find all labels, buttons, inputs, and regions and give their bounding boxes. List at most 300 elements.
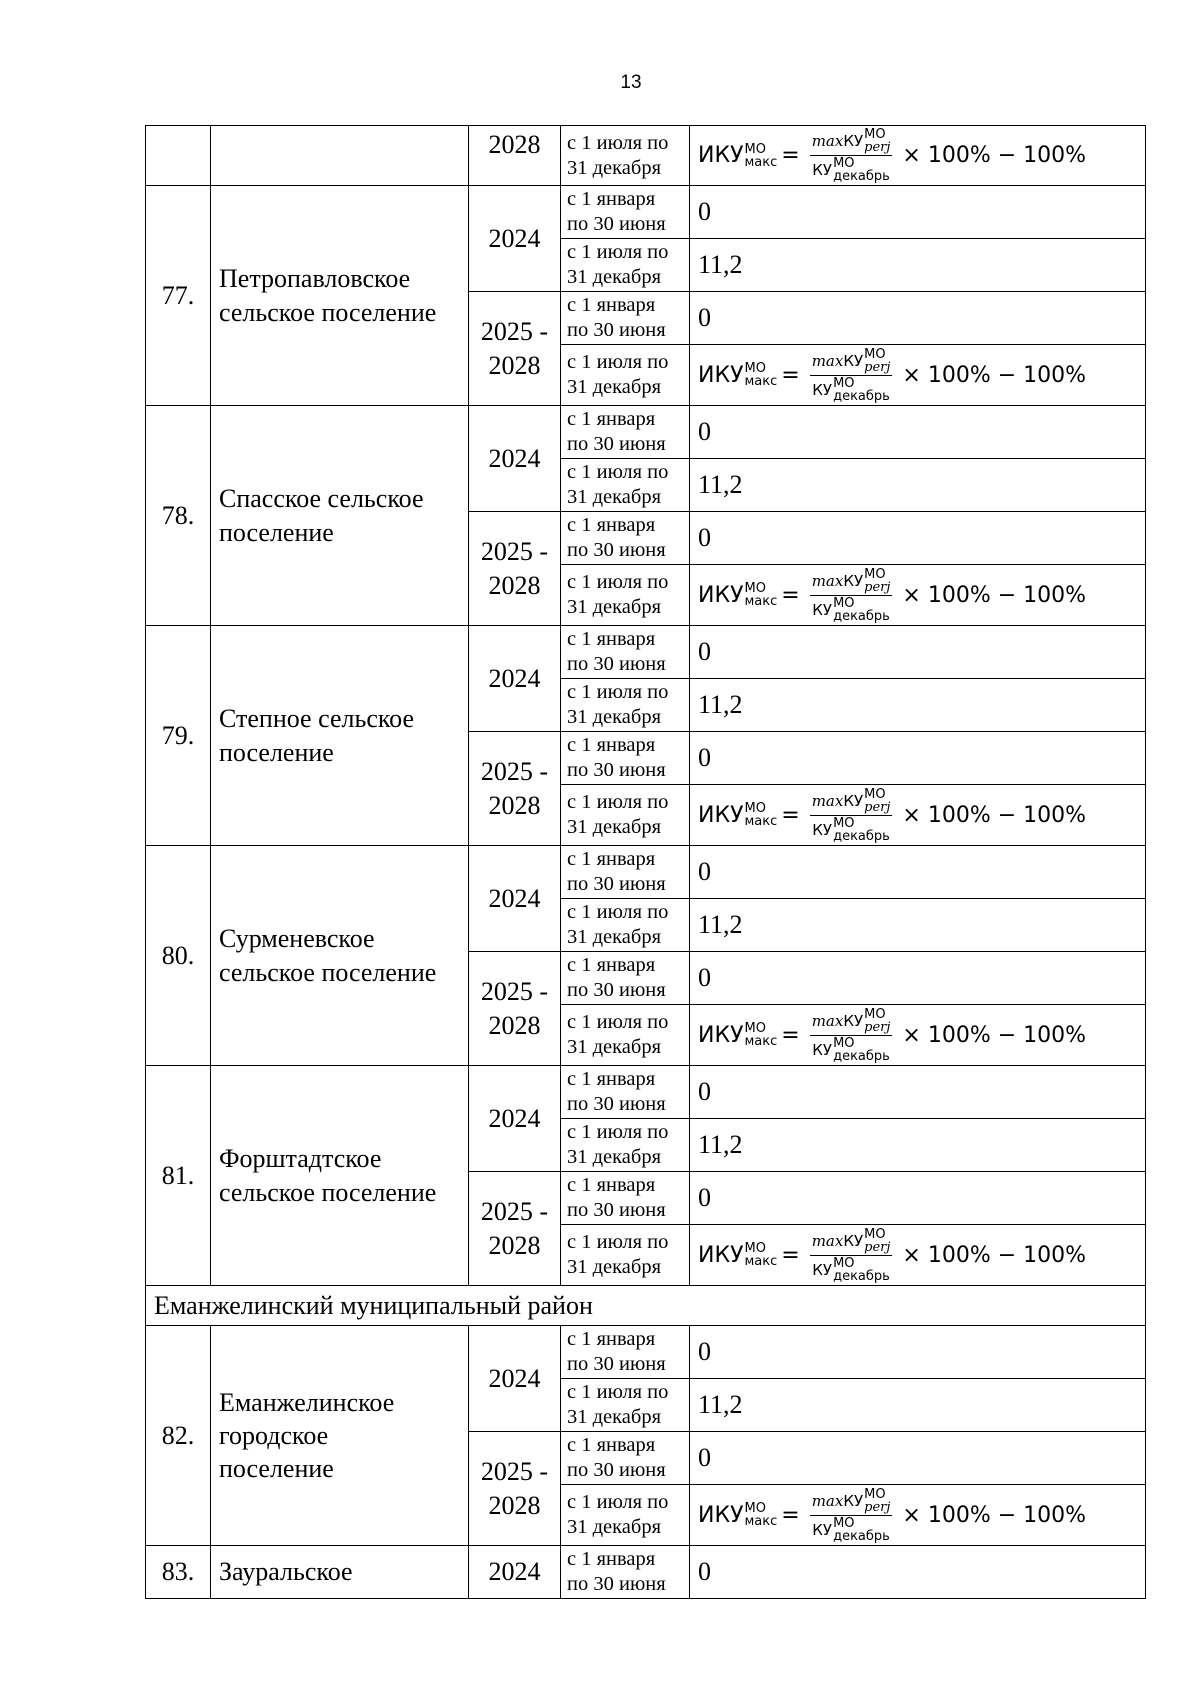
table-row xyxy=(146,846,1146,899)
value-zero: 0 xyxy=(698,1337,711,1366)
formula-num-prefix: max xyxy=(811,351,844,370)
year-cell xyxy=(469,846,561,952)
year-text: 2024 xyxy=(488,443,541,473)
year-text: 2024 xyxy=(488,223,541,253)
text-line: с 1 июля по xyxy=(567,1381,669,1403)
period-cell xyxy=(561,565,690,626)
period-cell xyxy=(561,1326,690,1379)
table-row xyxy=(146,626,1146,679)
year-cell xyxy=(469,406,561,512)
formula-num-sub: perj xyxy=(864,359,891,375)
name-cell xyxy=(211,1326,469,1546)
value-zero: 0 xyxy=(698,963,711,992)
text-line: Еманжелинское xyxy=(219,1387,395,1417)
period-cell xyxy=(561,186,690,239)
value-rate: 11,2 xyxy=(698,1390,743,1419)
text-line: сельское поселение xyxy=(219,297,437,327)
formula-den-base: КУ xyxy=(812,1520,833,1539)
text-line: поселение xyxy=(219,737,334,767)
formula-cell xyxy=(690,785,1146,846)
formula-num-sub: perj xyxy=(864,1239,891,1255)
text-line: 2025 - xyxy=(480,316,549,346)
formula-num-base: КУ xyxy=(843,132,864,150)
formula-den-sub: декабрь xyxy=(833,1268,890,1284)
text-line: поселение xyxy=(219,1454,334,1484)
formula-fraction xyxy=(810,788,893,843)
formula-eq: = xyxy=(781,802,800,828)
section-row xyxy=(146,1286,1146,1326)
text-line: с 1 июля по xyxy=(567,1231,669,1253)
text-line: с 1 января xyxy=(567,1548,656,1570)
year-text: 2028 xyxy=(488,130,541,159)
period-cell xyxy=(561,1546,690,1599)
text-line: 2025 - xyxy=(480,1456,549,1486)
formula-den-sup: МО xyxy=(833,595,855,611)
text-line: с 1 января xyxy=(567,514,656,536)
period-cell xyxy=(561,899,690,952)
formula-eq: = xyxy=(781,1022,800,1048)
text-line: по 30 июня xyxy=(567,979,666,1001)
period-cell xyxy=(561,345,690,406)
text-line: 2028 xyxy=(488,1490,541,1520)
year-cell xyxy=(469,626,561,732)
period-cell xyxy=(561,1119,690,1172)
number-cell xyxy=(146,626,211,846)
formula-lhs-sup: МО xyxy=(744,1021,766,1036)
text-line: с 1 января xyxy=(567,1328,656,1350)
entry-number: 83. xyxy=(161,1557,195,1586)
formula-tail: × 100% − 100% xyxy=(902,143,1087,168)
settlements-table xyxy=(145,125,1146,1599)
period-cell xyxy=(561,1066,690,1119)
formula-den-base: КУ xyxy=(812,1040,833,1059)
text-line: 31 декабря xyxy=(567,266,662,288)
value-cell xyxy=(690,512,1146,565)
text-line: 2025 - xyxy=(480,756,549,786)
formula-lhs-sup: МО xyxy=(744,141,766,157)
formula-num-prefix: max xyxy=(811,1491,844,1510)
number-cell xyxy=(146,1066,211,1286)
page-number: 13 xyxy=(620,72,642,93)
formula-num-sup: МО xyxy=(864,1226,886,1242)
value-cell xyxy=(690,459,1146,512)
formula-den-sup: МО xyxy=(833,375,855,391)
value-cell xyxy=(690,846,1146,899)
formula-fraction xyxy=(810,128,893,183)
text-line: 31 декабря xyxy=(567,816,662,838)
formula xyxy=(698,1488,1090,1543)
text-line: по 30 июня xyxy=(567,539,666,561)
formula-num-sub: perj xyxy=(864,579,891,595)
period-cell xyxy=(561,1485,690,1546)
period-cell xyxy=(561,1172,690,1225)
formula-cell xyxy=(690,1005,1146,1066)
formula-den-sup: МО xyxy=(833,1255,855,1271)
formula-num-prefix: max xyxy=(811,1011,844,1030)
name-cell xyxy=(211,186,469,406)
year-cell xyxy=(469,732,561,846)
period-cell xyxy=(561,292,690,345)
value-cell xyxy=(690,952,1146,1005)
text-line: с 1 июля по xyxy=(567,791,669,813)
formula-fraction xyxy=(810,1488,893,1543)
formula-den-sup: МО xyxy=(833,156,855,171)
formula-eq: = xyxy=(781,1242,800,1268)
period-cell xyxy=(561,512,690,565)
formula-den-base: КУ xyxy=(812,1260,833,1279)
formula-cell xyxy=(690,126,1146,186)
formula-lhs-sub: макс xyxy=(744,154,778,170)
formula-fraction xyxy=(810,568,893,623)
formula-lhs-sup: МО xyxy=(744,1241,766,1256)
value-rate: 11,2 xyxy=(698,470,743,499)
year-cell xyxy=(469,1326,561,1432)
value-zero: 0 xyxy=(698,857,711,886)
text-line: Степное сельское xyxy=(219,704,415,734)
formula-lhs: ИКУ xyxy=(698,802,744,828)
number-cell xyxy=(146,1326,211,1546)
text-line: с 1 января xyxy=(567,408,656,430)
formula-den-base: КУ xyxy=(812,380,833,399)
entry-number: 78. xyxy=(161,500,195,530)
year-cell xyxy=(469,126,561,186)
formula-lhs: ИКУ xyxy=(698,1022,744,1048)
name-cell xyxy=(211,1066,469,1286)
text-line: 31 декабря xyxy=(567,926,662,948)
value-zero: 0 xyxy=(698,1443,711,1472)
period-cell xyxy=(561,406,690,459)
year-cell xyxy=(469,292,561,406)
entry-number: 80. xyxy=(161,940,195,970)
text-line: 2028 xyxy=(488,790,541,820)
year-cell xyxy=(469,512,561,626)
value-rate: 11,2 xyxy=(698,1130,743,1159)
formula xyxy=(698,1008,1090,1063)
text-line: 31 декабря xyxy=(567,596,662,618)
number-cell xyxy=(146,186,211,406)
text-line: с 1 января xyxy=(567,734,656,756)
formula-cell xyxy=(690,345,1146,406)
text-line: Зауральское xyxy=(219,1557,353,1587)
formula-lhs-sub: макс xyxy=(744,374,778,389)
text-line: по 30 июня xyxy=(567,1353,666,1375)
text-line: 2025 - xyxy=(480,976,549,1006)
formula-num-sub: perj xyxy=(864,140,891,155)
text-line: 31 декабря xyxy=(567,1516,662,1538)
text-line: по 30 июня xyxy=(567,1199,666,1221)
formula xyxy=(698,568,1090,623)
formula-cell xyxy=(690,565,1146,626)
formula-den-base: КУ xyxy=(812,820,833,839)
formula-num-sub: perj xyxy=(864,1019,891,1035)
text-line: с 1 июля по xyxy=(567,681,669,703)
formula-num-base: КУ xyxy=(843,1011,864,1030)
year-cell xyxy=(469,1432,561,1546)
number-cell xyxy=(146,1546,211,1599)
value-cell xyxy=(690,679,1146,732)
value-zero: 0 xyxy=(698,523,711,552)
name-cell xyxy=(211,846,469,1066)
formula-num-base: КУ xyxy=(843,1231,864,1250)
formula-eq: = xyxy=(781,1502,800,1528)
formula-den-base: КУ xyxy=(812,161,833,179)
formula-num-prefix: max xyxy=(811,791,844,810)
text-line: поселение xyxy=(219,517,334,547)
formula-lhs-sub: макс xyxy=(744,1254,778,1269)
formula-den-base: КУ xyxy=(812,600,833,619)
formula-num-prefix: max xyxy=(811,571,844,590)
text-line: с 1 июля по xyxy=(567,1491,669,1513)
formula-lhs: ИКУ xyxy=(698,143,744,168)
text-line: 2028 xyxy=(488,1010,541,1040)
formula-num-sup: МО xyxy=(864,346,886,362)
text-line: с 1 июля по xyxy=(567,241,669,263)
number-cell xyxy=(146,846,211,1066)
formula-num-sup: МО xyxy=(864,127,886,142)
formula-lhs-sub: макс xyxy=(744,1514,778,1529)
formula-tail: × 100% − 100% xyxy=(902,582,1087,608)
number-cell xyxy=(146,406,211,626)
period-cell xyxy=(561,1379,690,1432)
period-cell xyxy=(561,1225,690,1286)
text-line: с 1 июля по xyxy=(567,571,669,593)
period-cell xyxy=(561,846,690,899)
formula-eq: = xyxy=(781,582,800,608)
value-zero: 0 xyxy=(698,1077,711,1106)
entry-number: 77. xyxy=(161,280,195,310)
text-line: по 30 июня xyxy=(567,433,666,455)
value-rate: 11,2 xyxy=(698,690,743,719)
text-line: городское xyxy=(219,1420,329,1450)
value-zero: 0 xyxy=(698,303,711,332)
formula-lhs-sup: МО xyxy=(744,1501,766,1516)
value-cell xyxy=(690,1119,1146,1172)
value-rate: 11,2 xyxy=(698,910,743,939)
text-line: 31 декабря xyxy=(567,1146,662,1168)
text-line: сельское поселение xyxy=(219,957,437,987)
formula-lhs: ИКУ xyxy=(698,362,744,388)
value-zero: 0 xyxy=(698,417,711,446)
formula-lhs-sup: МО xyxy=(744,581,766,596)
formula-cell xyxy=(690,1485,1146,1546)
text-line: 2028 xyxy=(488,350,541,380)
year-text: 2024 xyxy=(488,1557,541,1587)
text-line: Сурменевское xyxy=(219,924,375,954)
value-rate: 11,2 xyxy=(698,250,743,279)
text-line: по 30 июня xyxy=(567,759,666,781)
text-line: с 1 июля по xyxy=(567,351,669,373)
formula-num-sup: МО xyxy=(864,786,886,802)
text-line: по 30 июня xyxy=(567,653,666,675)
formula-lhs-sub: макс xyxy=(744,814,778,829)
formula-num-prefix: max xyxy=(811,1231,844,1250)
formula xyxy=(698,348,1090,403)
section-title: Еманжелинский муниципальный район xyxy=(146,1286,1146,1326)
formula-num-base: КУ xyxy=(843,791,864,810)
value-zero: 0 xyxy=(698,637,711,666)
period-cell xyxy=(561,732,690,785)
text-line: 31 декабря xyxy=(567,156,662,179)
text-line: с 1 июля по xyxy=(567,1011,669,1033)
year-cell xyxy=(469,1172,561,1286)
formula-fraction xyxy=(810,1228,893,1283)
formula-tail: × 100% − 100% xyxy=(902,362,1087,388)
period-cell xyxy=(561,1432,690,1485)
value-cell xyxy=(690,1172,1146,1225)
period-cell xyxy=(561,1005,690,1066)
text-line: сельское поселение xyxy=(219,1177,437,1207)
formula-den-sub: декабрь xyxy=(833,1528,890,1544)
year-text: 2024 xyxy=(488,1363,541,1393)
name-cell xyxy=(211,1546,469,1599)
text-line: по 30 июня xyxy=(567,213,666,235)
text-line: Спасское сельское xyxy=(219,484,424,514)
text-line: с 1 января xyxy=(567,1434,656,1456)
formula-den-sup: МО xyxy=(833,815,855,831)
formula-tail: × 100% − 100% xyxy=(902,1242,1087,1268)
text-line: с 1 июля по xyxy=(567,461,669,483)
text-line: 2025 - xyxy=(480,536,549,566)
text-line: Форштадтское xyxy=(219,1144,382,1174)
entry-number: 81. xyxy=(161,1160,195,1190)
formula-lhs: ИКУ xyxy=(698,1242,744,1268)
text-line: 31 декабря xyxy=(567,376,662,398)
text-line: с 1 июля по xyxy=(567,131,669,154)
period-cell xyxy=(561,239,690,292)
value-zero: 0 xyxy=(698,1557,711,1586)
formula-den-sup: МО xyxy=(833,1515,855,1531)
text-line: 2025 - xyxy=(480,1196,549,1226)
text-line: с 1 января xyxy=(567,1174,656,1196)
formula xyxy=(698,1228,1090,1283)
formula-num-prefix: max xyxy=(811,132,844,150)
value-zero: 0 xyxy=(698,197,711,226)
text-line: 31 декабря xyxy=(567,486,662,508)
formula-lhs-sup: МО xyxy=(744,801,766,816)
table-row xyxy=(146,126,1146,186)
value-cell xyxy=(690,239,1146,292)
formula-eq: = xyxy=(781,143,800,168)
text-line: 31 декабря xyxy=(567,1406,662,1428)
text-line: с 1 июля по xyxy=(567,1121,669,1143)
value-cell xyxy=(690,186,1146,239)
year-text: 2024 xyxy=(488,883,541,913)
text-line: Петропавловское xyxy=(219,264,411,294)
formula-den-sup: МО xyxy=(833,1035,855,1051)
text-line: 2028 xyxy=(488,1230,541,1260)
formula xyxy=(698,128,1090,183)
text-line: 31 декабря xyxy=(567,706,662,728)
value-cell xyxy=(690,626,1146,679)
formula-num-sub: perj xyxy=(864,799,891,815)
value-cell xyxy=(690,1326,1146,1379)
value-cell xyxy=(690,1546,1146,1599)
formula-den-sub: декабрь xyxy=(833,388,890,404)
name-cell xyxy=(211,626,469,846)
value-zero: 0 xyxy=(698,1183,711,1212)
text-line: с 1 января xyxy=(567,294,656,316)
value-cell xyxy=(690,292,1146,345)
table-row xyxy=(146,186,1146,239)
formula-num-sup: МО xyxy=(864,1006,886,1022)
text-line: 31 декабря xyxy=(567,1036,662,1058)
text-line: с 1 января xyxy=(567,954,656,976)
formula-num-base: КУ xyxy=(843,571,864,590)
period-cell xyxy=(561,785,690,846)
text-line: с 1 июля по xyxy=(567,901,669,923)
table-row xyxy=(146,1326,1146,1379)
formula-num-base: КУ xyxy=(843,351,864,370)
name-cell xyxy=(211,126,469,186)
formula-cell xyxy=(690,1225,1146,1286)
text-line: с 1 января xyxy=(567,628,656,650)
value-cell xyxy=(690,1379,1146,1432)
entry-number: 82. xyxy=(161,1420,195,1450)
text-line: с 1 января xyxy=(567,1068,656,1090)
formula-tail: × 100% − 100% xyxy=(902,1022,1087,1048)
formula-eq: = xyxy=(781,362,800,388)
text-line: по 30 июня xyxy=(567,873,666,895)
text-line: с 1 января xyxy=(567,848,656,870)
value-cell xyxy=(690,406,1146,459)
formula-fraction xyxy=(810,1008,893,1063)
formula-lhs-sub: макс xyxy=(744,1034,778,1049)
formula-num-sub: perj xyxy=(864,1499,891,1515)
formula-num-base: КУ xyxy=(843,1491,864,1510)
value-cell xyxy=(690,899,1146,952)
text-line: по 30 июня xyxy=(567,319,666,341)
formula xyxy=(698,788,1090,843)
formula-tail: × 100% − 100% xyxy=(902,1502,1087,1528)
formula-num-sup: МО xyxy=(864,566,886,582)
text-line: 31 декабря xyxy=(567,1256,662,1278)
text-line: 2028 xyxy=(488,570,541,600)
year-cell xyxy=(469,1546,561,1599)
entry-number: 79. xyxy=(161,720,195,750)
period-cell xyxy=(561,126,690,186)
period-cell xyxy=(561,679,690,732)
year-cell xyxy=(469,186,561,292)
formula-lhs: ИКУ xyxy=(698,1502,744,1528)
period-cell xyxy=(561,459,690,512)
year-cell xyxy=(469,1066,561,1172)
text-line: по 30 июня xyxy=(567,1573,666,1595)
formula-lhs: ИКУ xyxy=(698,582,744,608)
table-row xyxy=(146,1066,1146,1119)
formula-den-sub: декабрь xyxy=(833,1048,890,1064)
formula-tail: × 100% − 100% xyxy=(902,802,1087,828)
year-text: 2024 xyxy=(488,663,541,693)
value-cell xyxy=(690,1432,1146,1485)
year-text: 2024 xyxy=(488,1103,541,1133)
formula-den-sub: декабрь xyxy=(833,608,890,624)
table-row xyxy=(146,1546,1146,1599)
text-line: по 30 июня xyxy=(567,1093,666,1115)
formula-num-sup: МО xyxy=(864,1486,886,1502)
formula-fraction xyxy=(810,348,893,403)
table-row xyxy=(146,406,1146,459)
period-cell xyxy=(561,626,690,679)
value-zero: 0 xyxy=(698,743,711,772)
year-cell xyxy=(469,952,561,1066)
value-cell xyxy=(690,732,1146,785)
formula-lhs-sub: макс xyxy=(744,594,778,609)
formula-den-sub: декабрь xyxy=(833,828,890,844)
formula-den-sub: декабрь xyxy=(833,169,890,184)
formula-lhs-sup: МО xyxy=(744,361,766,376)
text-line: с 1 января xyxy=(567,188,656,210)
period-cell xyxy=(561,952,690,1005)
